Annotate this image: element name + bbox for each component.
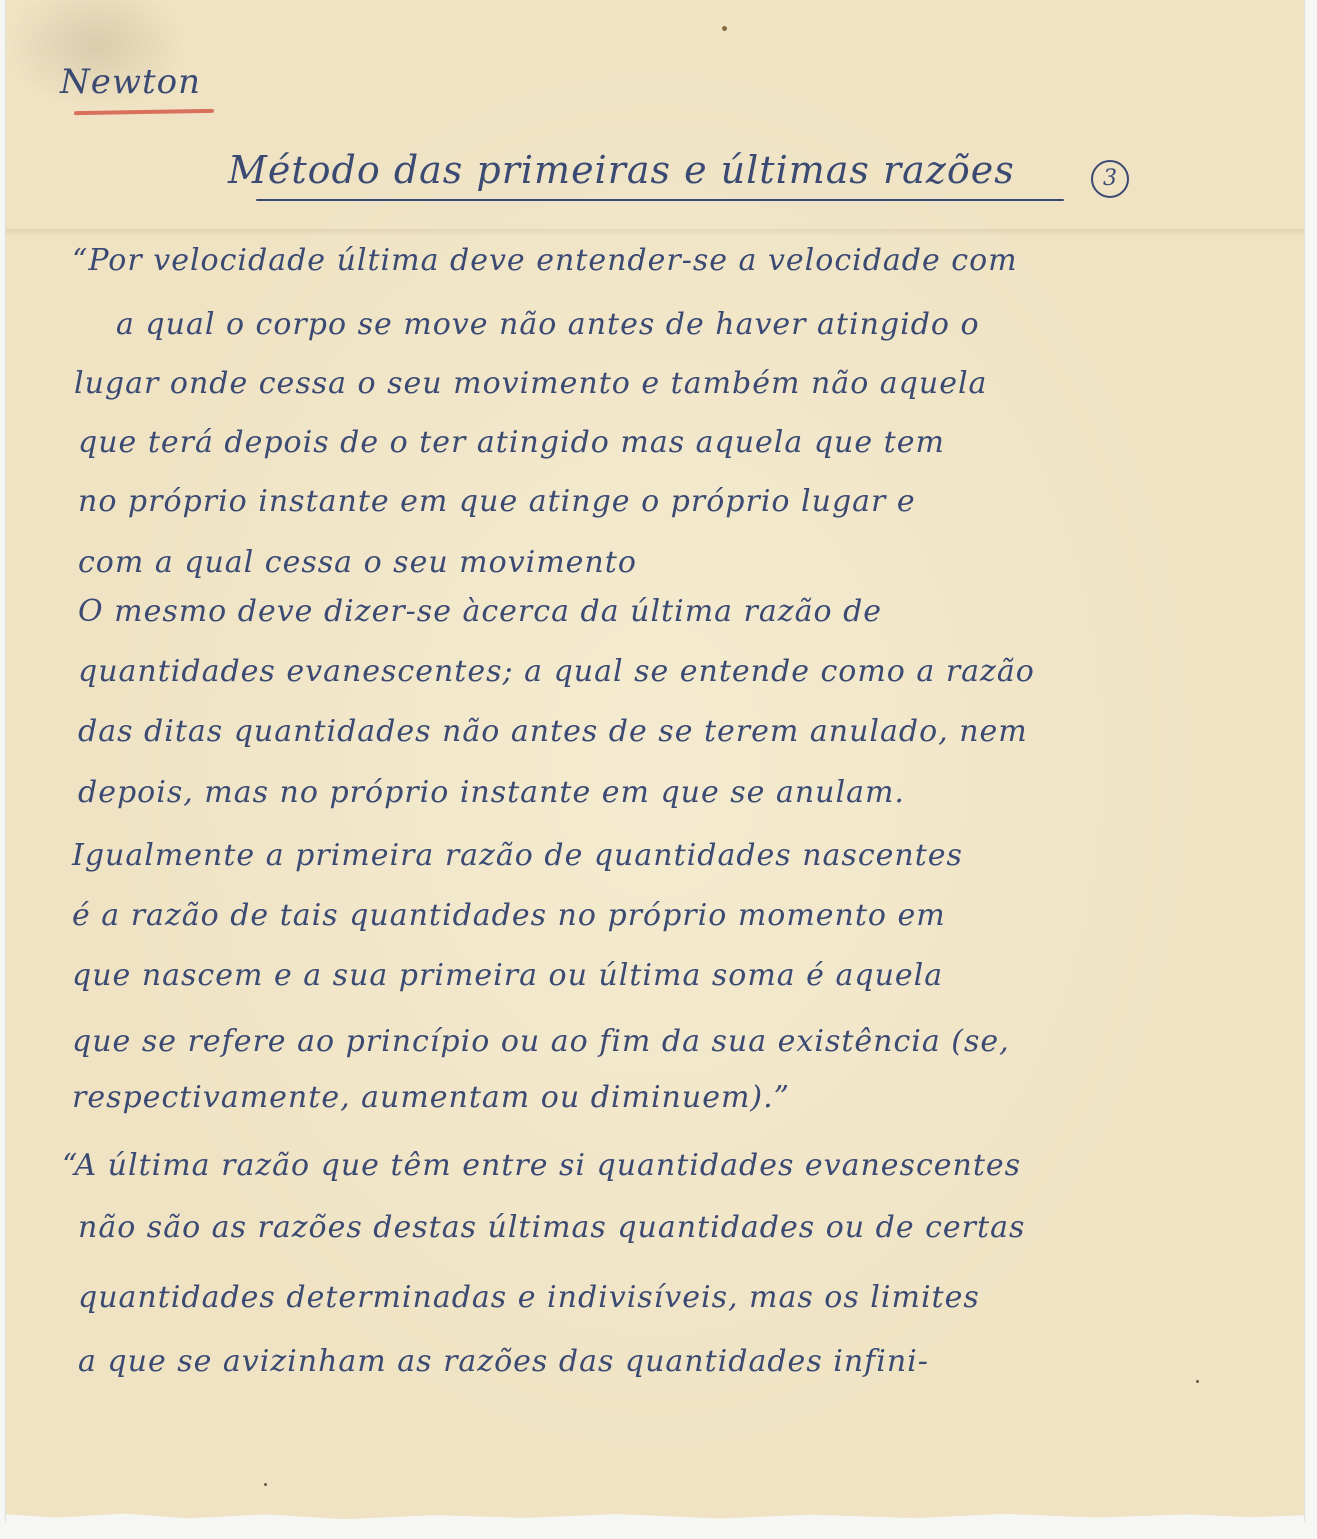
text-line: “A última razão que têm entre si quantidades evanescentes: [62, 1148, 1022, 1183]
text-line: O mesmo deve dizer-se àcerca da última razão de: [78, 594, 883, 629]
ink-spot: [722, 26, 727, 31]
text-line: a qual o corpo se move não antes de haver atingido o: [116, 307, 980, 342]
text-line: não são as razões destas últimas quantidades ou de certas: [78, 1210, 1026, 1245]
text-line: é a razão de tais quantidades no próprio momento em: [72, 898, 946, 933]
text-line: quantidades evanescentes; a qual se entende como a razão: [78, 654, 1035, 689]
text-line: Igualmente a primeira razão de quantidades nascentes: [72, 838, 963, 873]
text-line: quantidades determinadas e indivisíveis, mas os limites: [78, 1280, 980, 1315]
ink-fleck: [264, 1483, 267, 1486]
text-line: respectivamente, aumentam ou diminuem).”: [72, 1080, 790, 1115]
header-name: Newton: [60, 62, 202, 102]
text-line: que se refere ao princípio ou ao fim da sua existência (se,: [72, 1024, 1010, 1059]
text-line: depois, mas no próprio instante em que se anulam.: [78, 775, 905, 810]
text-line: “Por velocidade última deve entender-se a velocidade com: [72, 243, 1018, 278]
torn-bottom-edge: [6, 1508, 1304, 1524]
text-line: que nascem e a sua primeira ou última soma é aquela: [72, 958, 944, 993]
text-line: a que se avizinham as razões das quantidades infini-: [78, 1344, 929, 1379]
text-line: com a qual cessa o seu movimento: [78, 545, 637, 580]
page-title: Método das primeiras e últimas razões: [228, 148, 1015, 192]
manuscript-page: [6, 0, 1304, 1522]
ink-fleck: [1196, 1380, 1199, 1383]
text-line: das ditas quantidades não antes de se terem anulado, nem: [78, 714, 1028, 749]
text-line: lugar onde cessa o seu movimento e também não aquela: [74, 366, 988, 401]
header-name-underline: [74, 109, 214, 115]
text-line: que terá depois de o ter atingido mas aquela que tem: [78, 425, 945, 460]
text-line: no próprio instante em que atinge o próprio lugar e: [78, 484, 916, 519]
page-number: 3: [1091, 160, 1129, 198]
title-underline: [256, 199, 1064, 201]
